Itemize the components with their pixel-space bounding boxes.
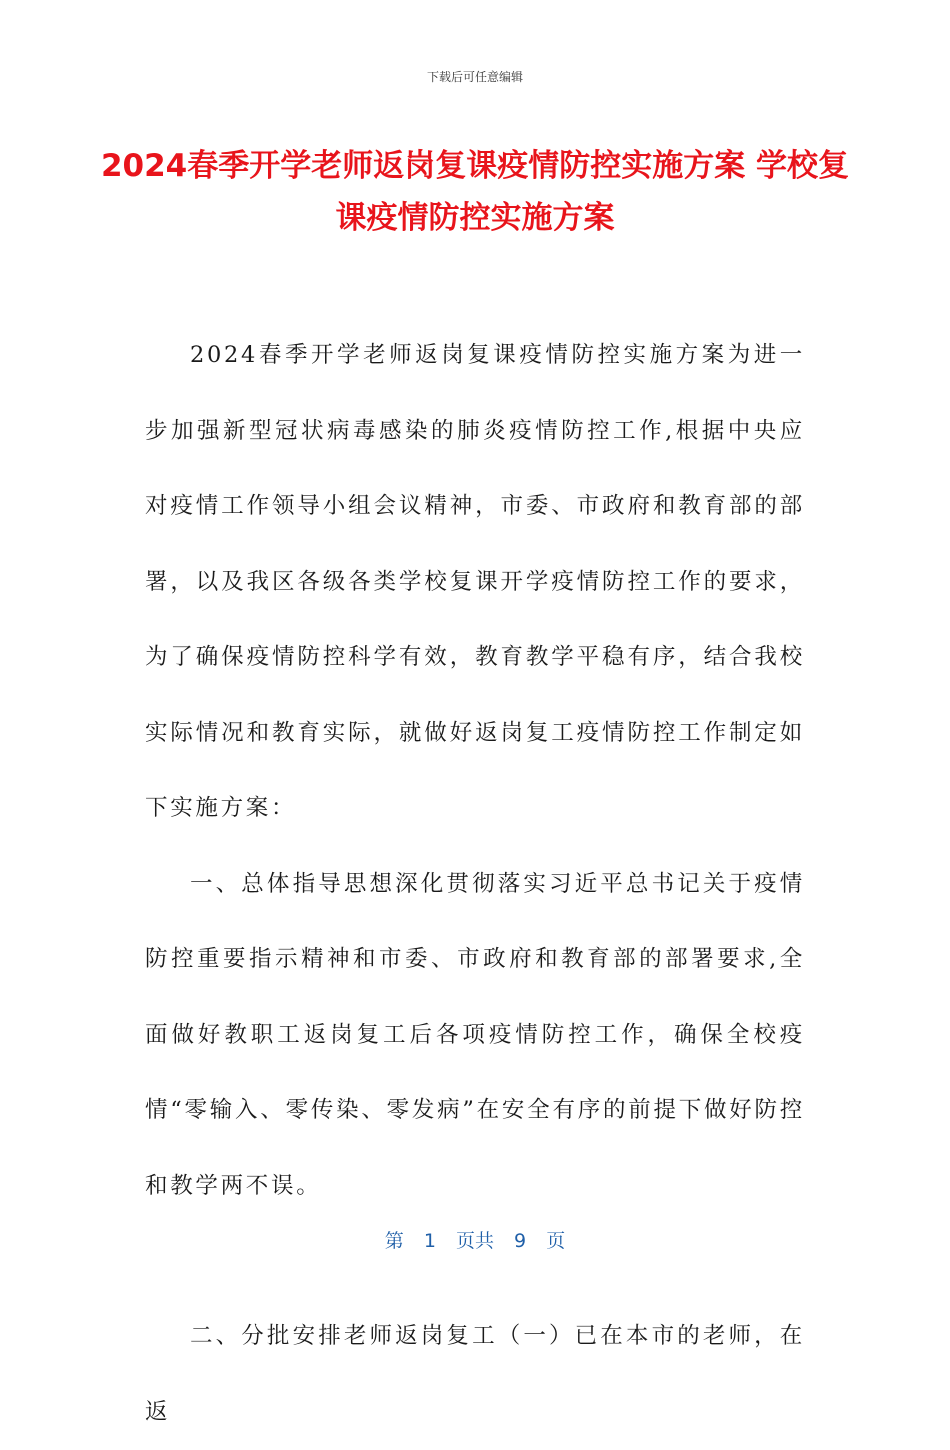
total-pages-number: 9 [514,1230,527,1252]
document-title: 2024春季开学老师返岗复课疫情防控实施方案 学校复课疫情防控实施方案 [100,148,850,236]
page-label-prefix: 第 [384,1230,404,1252]
page-footer [0,1226,950,1253]
page-label-mid: 页共 [455,1230,494,1252]
paragraph-intro: 2024春季开学老师返岗复课疫情防控实施方案为进一步加强新型冠状病毒感染的肺炎疫情防控工作,根据中央应对疫情工作领导小组会议精神，市委、市政府和教育部的部署，以及我区各级各类学校复课开学疫情防控工作的要求，为了确保疫情防控科学有效，教育教学平稳有序，结合我校实际情况和教育实际，就做好返岗复工疫情防控工作制定如下实施方案： [145,342,805,821]
document-body [145,318,805,1450]
paragraph-section-1: 一、总体指导思想深化贯彻落实习近平总书记关于疫情防控重要指示精神和市委、市政府和教育部的部署要求,全面做好教职工返岗复工后各项疫情防控工作，确保全校疫情“零输入、零传染、零发病”在安全有序的前提下做好防控和教学两不误。 [145,870,805,1199]
paragraph-section-2: 二、分批安排老师返岗复工（一）已在本市的老师，在返 [145,1323,805,1425]
current-page-number: 1 [423,1230,436,1252]
header-note: 下载后可任意编辑 [426,70,523,84]
page-label-suffix: 页 [546,1230,566,1252]
